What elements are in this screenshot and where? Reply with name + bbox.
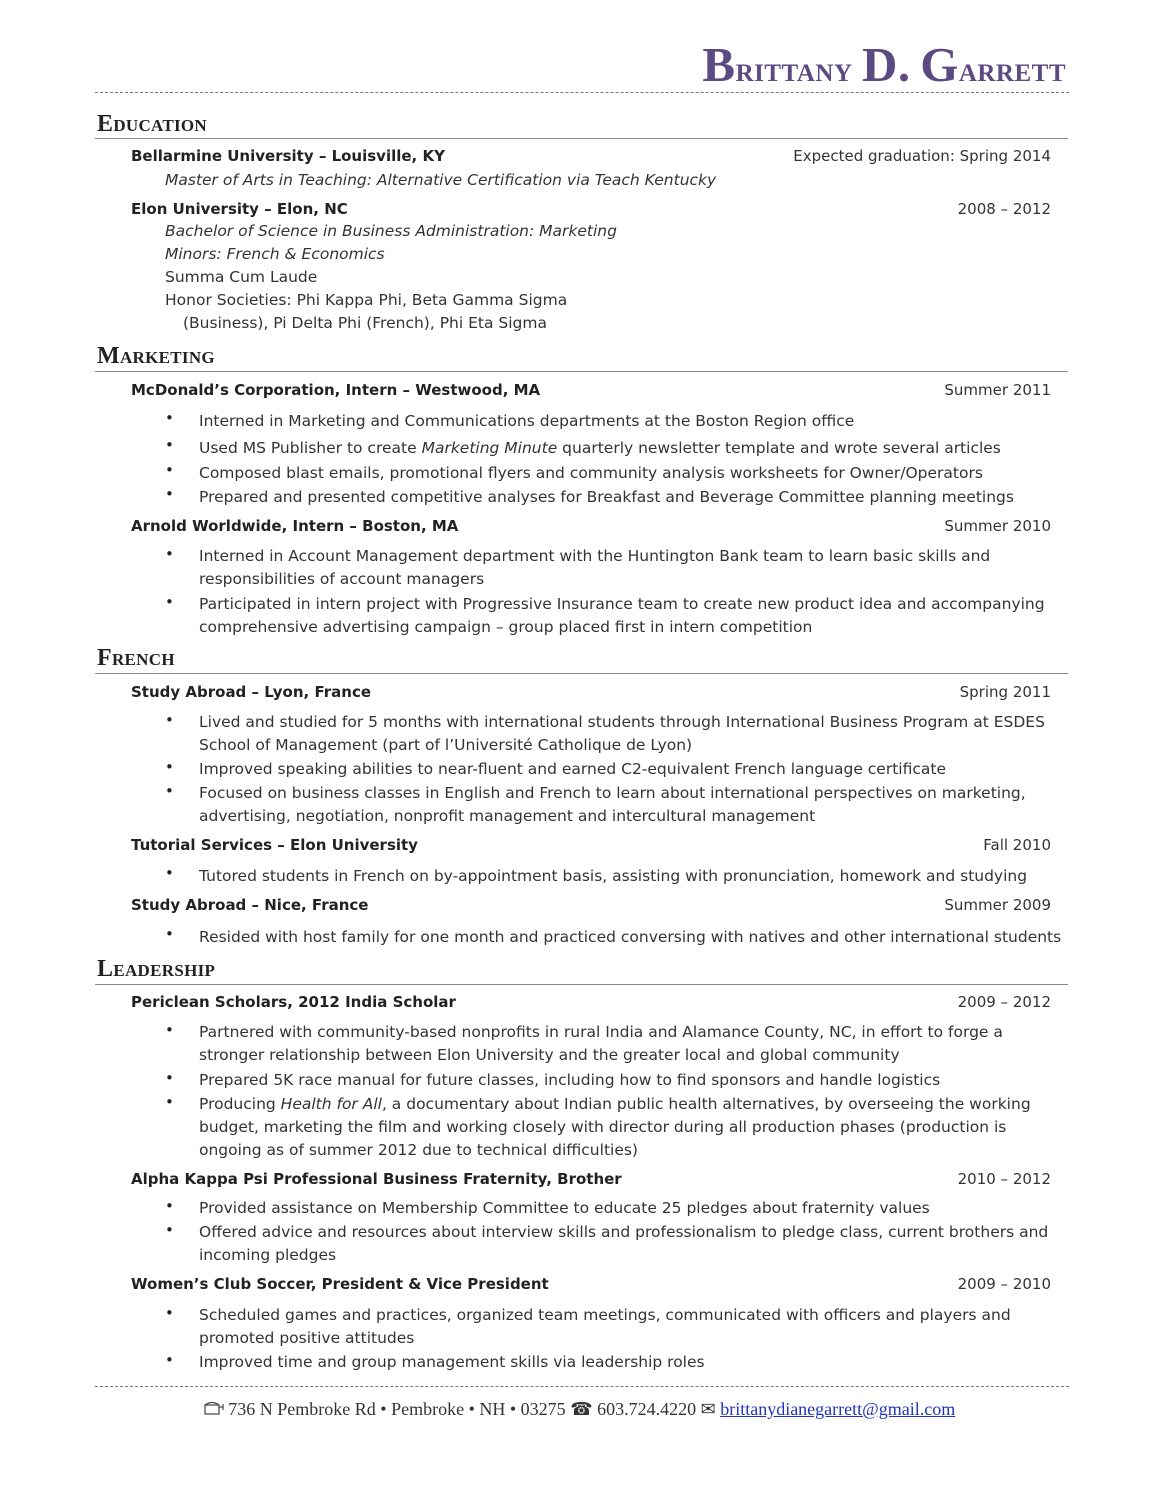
bullet: •	[165, 1069, 174, 1087]
entry-date: 2009 – 2010	[957, 1275, 1051, 1293]
bullet: •	[165, 1093, 174, 1111]
bullet: •	[165, 545, 174, 563]
entry-date: Summer 2011	[944, 381, 1051, 399]
bullet-text: Prepared and presented competitive analyses for Breakfast and Beverage Committee planning meetings	[199, 488, 1014, 506]
bullet: •	[165, 782, 174, 800]
bullet: •	[165, 1221, 174, 1239]
bullet-text: Participated in intern project with Progressive Insurance team to create new product idea and accompanying comprehensive advertising campaign – group placed first in intern competition	[199, 595, 1045, 636]
bullet-text: Improved time and group management skills via leadership roles	[199, 1353, 705, 1371]
entry-title: Women’s Club Soccer, President & Vice President	[131, 1275, 549, 1293]
bullet-text: Provided assistance on Membership Committee to educate 25 pledges about fraternity values	[199, 1199, 930, 1217]
honors-line: Summa Cum Laude	[165, 268, 318, 286]
entry-date: Spring 2011	[959, 683, 1051, 701]
bottom-divider	[95, 1386, 1069, 1387]
section-education-heading: EDUCATION	[97, 111, 208, 137]
bullet: •	[165, 409, 174, 427]
bullet-text: Partnered with community-based nonprofits in rural India and Alamance County, NC, in effort to forge a stronger relationship between Elon University and the greater local and global community	[199, 1023, 1003, 1064]
degree-line: Master of Arts in Teaching: Alternative Certification via Teach Kentucky	[165, 171, 717, 189]
entry-title: Study Abroad – Lyon, France	[131, 683, 372, 701]
section-rule	[95, 984, 1068, 985]
bullet-text: Tutored students in French on by-appointment basis, assisting with pronunciation, homework and studying	[199, 867, 1028, 885]
bullet-text: Interned in Marketing and Communications departments at the Boston Region office	[199, 412, 855, 430]
bullet: •	[165, 711, 174, 729]
entry-date: 2009 – 2012	[957, 993, 1051, 1011]
bullet-text: Producing Health for All, a documentary about Indian public health alternatives, by overseeing the working budget, marketing the film and working closely with director during all production phases (production is ongoing as of summer 2012 due to technical difficulties)	[199, 1095, 1031, 1159]
societies-line: Honor Societies: Phi Kappa Phi, Beta Gamma Sigma	[165, 291, 568, 309]
bullet: •	[165, 1197, 174, 1215]
bullet-text: Lived and studied for 5 months with international students through International Business Program at ESDES School of Management (part of l’Université Catholique de Lyon)	[199, 713, 1045, 754]
telephone-icon: ☎	[570, 1399, 593, 1419]
bullet: •	[165, 864, 174, 882]
entry-date: Expected graduation: Spring 2014	[793, 147, 1051, 165]
name-initial-b: B	[702, 37, 736, 92]
bullet-text: Composed blast emails, promotional flyers and community analysis worksheets for Owner/Operators	[199, 464, 983, 482]
societies-line-cont: (Business), Pi Delta Phi (French), Phi Eta Sigma	[183, 314, 547, 332]
bullet: •	[165, 461, 174, 479]
bullet: •	[165, 485, 174, 503]
name-initial-g: G	[920, 37, 959, 92]
resume-name	[702, 36, 1066, 93]
bullet: •	[165, 593, 174, 611]
bullet: •	[165, 1021, 174, 1039]
envelope-icon: ✉	[700, 1399, 716, 1419]
section-marketing-heading: MARKETING	[97, 343, 215, 369]
bullet-text: Prepared 5K race manual for future classes, including how to find sponsors and handle logistics	[199, 1071, 941, 1089]
entry-title: Study Abroad – Nice, France	[131, 896, 369, 914]
bullet-text: Interned in Account Management department with the Huntington Bank team to learn basic skills and responsibilities of account managers	[199, 547, 991, 588]
contact-footer	[0, 1399, 1159, 1420]
entry-title: Bellarmine University – Louisville, KY	[131, 147, 445, 165]
entry-date: Fall 2010	[983, 836, 1051, 854]
entry-title: McDonald’s Corporation, Intern – Westwood, MA	[131, 381, 541, 399]
entry-title: Tutorial Services – Elon University	[131, 836, 418, 854]
name-last: arrett	[958, 49, 1066, 89]
section-rule	[95, 673, 1068, 674]
section-french-heading: FRENCH	[97, 645, 175, 671]
entry-title: Alpha Kappa Psi Professional Business Fraternity, Brother	[131, 1170, 622, 1188]
bullet: •	[165, 1304, 174, 1322]
section-leadership-heading: LEADERSHIP	[97, 956, 216, 982]
email-link[interactable]: brittanydianegarrett@gmail.com	[720, 1399, 956, 1419]
entry-title: Arnold Worldwide, Intern – Boston, MA	[131, 517, 459, 535]
entry-date: Summer 2009	[944, 896, 1051, 914]
bullet-text: Resided with host family for one month and practiced conversing with natives and other international students	[199, 928, 1062, 946]
bullet-text: Focused on business classes in English and French to learn about international perspectives on marketing, advertising, negotiation, nonprofit management and intercultural management	[199, 784, 1026, 825]
entry-title: Elon University – Elon, NC	[131, 200, 348, 218]
name-middle: D.	[862, 37, 911, 92]
section-rule	[95, 138, 1068, 139]
bullet-text: Offered advice and resources about interview skills and professionalism to pledge class, current brothers and incoming pledges	[199, 1223, 1049, 1264]
bullet-text: Improved speaking abilities to near-fluent and earned C2-equivalent French language certificate	[199, 760, 946, 778]
degree-line: Bachelor of Science in Business Administration: Marketing	[165, 222, 617, 240]
entry-date: 2010 – 2012	[957, 1170, 1051, 1188]
bullet: •	[165, 436, 174, 454]
name-first: rittany	[735, 49, 853, 89]
entry-title: Periclean Scholars, 2012 India Scholar	[131, 993, 456, 1011]
top-divider	[95, 92, 1069, 93]
section-rule	[95, 371, 1068, 372]
entry-date: 2008 – 2012	[957, 200, 1051, 218]
phone-text: 603.724.4220	[597, 1399, 697, 1419]
mailbox-icon	[204, 1399, 224, 1420]
address-text: 736 N Pembroke Rd • Pembroke • NH • 03275	[228, 1399, 566, 1419]
bullet-text: Scheduled games and practices, organized team meetings, communicated with officers and players and promoted positive attitudes	[199, 1306, 1011, 1347]
bullet: •	[165, 925, 174, 943]
bullet: •	[165, 758, 174, 776]
minors-line: Minors: French & Economics	[165, 245, 385, 263]
bullet-text: Used MS Publisher to create Marketing Minute quarterly newsletter template and wrote several articles	[199, 439, 1001, 457]
entry-date: Summer 2010	[944, 517, 1051, 535]
bullet: •	[165, 1351, 174, 1369]
